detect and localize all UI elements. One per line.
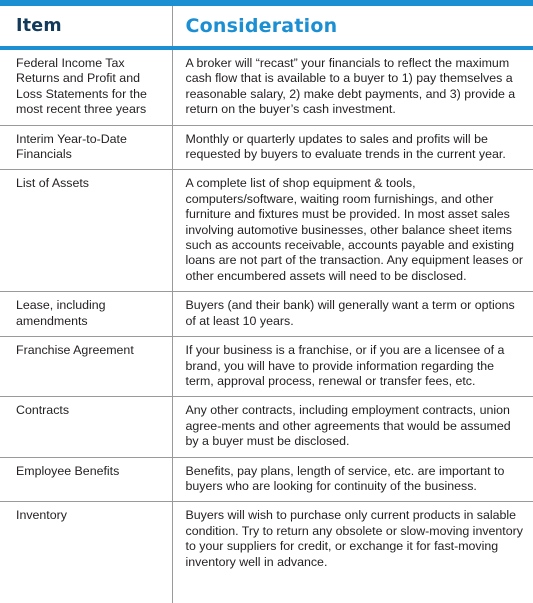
row-consideration-cell: Buyers will wish to purchase only current products in salable condition. Try to return any obsolete or slow-moving inventory to your suppliers for credit, or exchange it for fast-moving inventory well in advance.	[185, 508, 523, 569]
considerations-table	[0, 6, 533, 603]
table-row	[0, 125, 533, 170]
row-consideration-cell: Buyers (and their bank) will generally want a term or options of at least 10 years.	[172, 292, 533, 337]
table-row	[0, 502, 533, 603]
row-consideration-cell: Benefits, pay plans, length of service, etc. are important to buyers who are looking for continuity of the business.	[172, 457, 533, 502]
row-consideration-cell: Any other contracts, including employment contracts, union agree-ments and other agreements that would be assumed by a buyer must be disclosed.	[172, 397, 533, 457]
table-row	[0, 397, 533, 457]
row-consideration-cell: Monthly or quarterly updates to sales and profits will be requested by buyers to evaluate trends in the current year.	[172, 125, 533, 170]
row-consideration-cell: If your business is a franchise, or if you are a licensee of a brand, you will have to provide information regarding the term, approval process, renewal or transfer fees, etc.	[172, 337, 533, 397]
table-row	[0, 337, 533, 397]
row-item-cell: Interim Year-to-Date Financials	[0, 125, 172, 170]
row-item-cell: Inventory	[0, 502, 172, 603]
row-item-cell: Contracts	[0, 397, 172, 457]
row-consideration-cell: A broker will “recast” your financials to reflect the maximum cash flow that is available to a buyer to 1) pay themselves a reasonable salary, 2) make debt payments, and 3) provide a return on the buyer’s cash investment.	[172, 48, 533, 125]
table-header-row	[0, 6, 533, 48]
row-item-cell: Employee Benefits	[0, 457, 172, 502]
row-item-cell: Lease, including amendments	[0, 292, 172, 337]
row-item-cell: Franchise Agreement	[0, 337, 172, 397]
table-row	[0, 48, 533, 125]
table-row	[0, 292, 533, 337]
column-header-item: Item	[0, 6, 172, 48]
row-item-cell: Federal Income Tax Returns and Profit and Loss Statements for the most recent three years	[0, 48, 172, 125]
table-row	[0, 170, 533, 292]
table-row	[0, 457, 533, 502]
row-item-cell: List of Assets	[0, 170, 172, 292]
column-header-consideration: Consideration	[172, 6, 533, 48]
row-consideration-cell: A complete list of shop equipment & tools, computers/software, waiting room furnishings, and other furniture and fixtures must be provided. In most asset sales involving automotive businesses, other balance sheet items such as accounts receivable, accounts payable and existing loans are not part of the transaction. Any equipment leases or other encumbered assets will need to be disclosed.	[172, 170, 533, 292]
